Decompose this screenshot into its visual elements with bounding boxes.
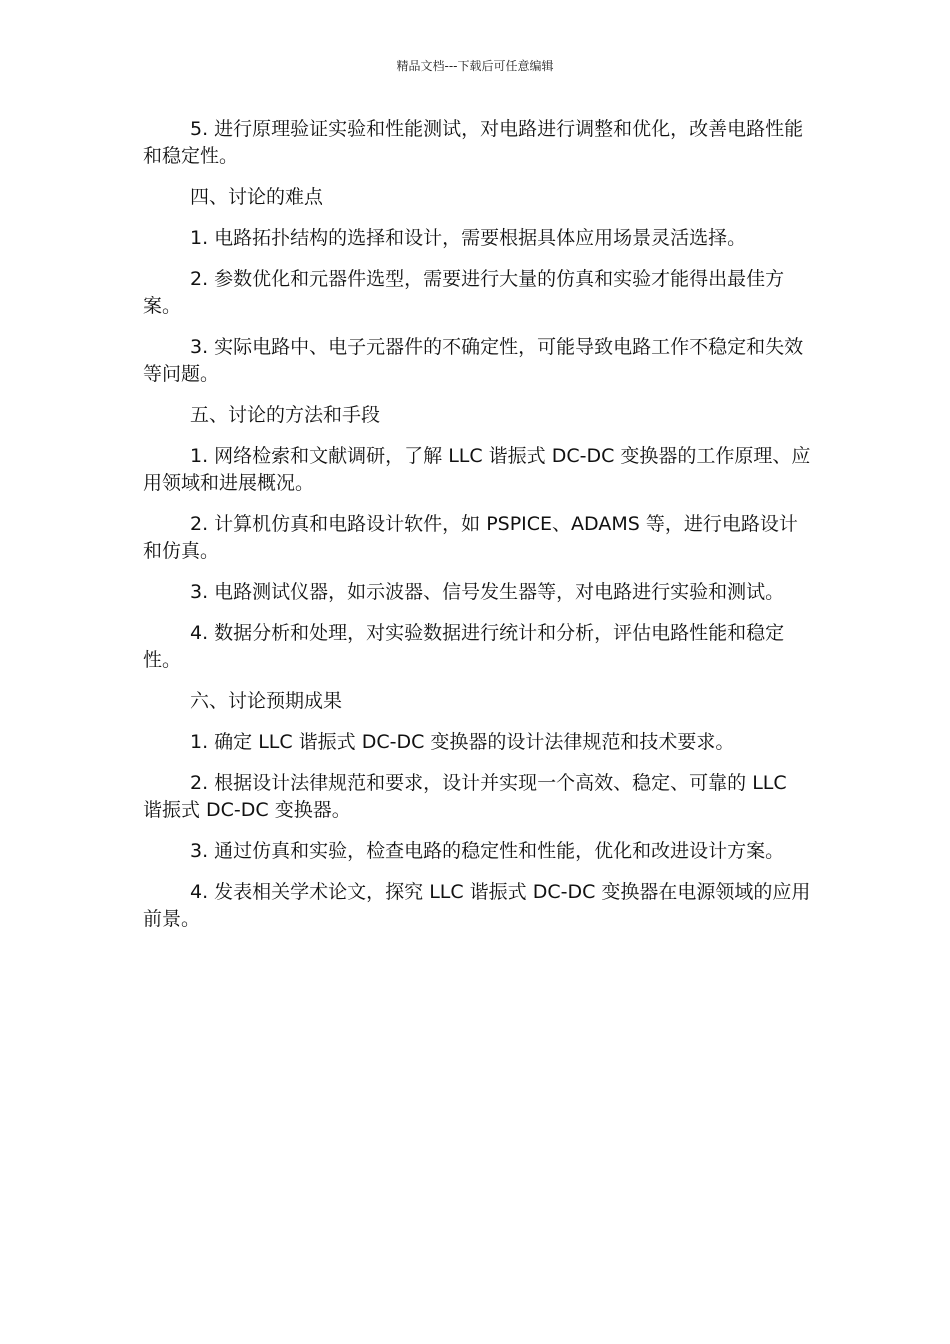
section-heading-difficulties: 四、讨论的难点 xyxy=(190,186,324,208)
paragraph-method-4: 4. 数据分析和处理，对实验数据进行统计和分析，评估电路性能和稳定性。 xyxy=(143,622,785,671)
paragraph-step-5: 5. 进行原理验证实验和性能测试，对电路进行调整和优化，改善电路性能和稳定性。 xyxy=(143,118,804,167)
paragraph-difficulty-3: 3. 实际电路中、电子元器件的不确定性，可能导致电路工作不稳定和失效等问题。 xyxy=(143,336,804,385)
paragraph-outcome-4: 4. 发表相关学术论文，探究 LLC 谐振式 DC-DC 变换器在电源领域的应用前景。 xyxy=(143,881,811,930)
paragraph-difficulty-1: 1. 电路拓扑结构的选择和设计，需要根据具体应用场景灵活选择。 xyxy=(190,227,747,249)
paragraph-outcome-3: 3. 通过仿真和实验，检查电路的稳定性和性能，优化和改进设计方案。 xyxy=(190,840,785,862)
paragraph-method-1: 1. 网络检索和文献调研，了解 LLC 谐振式 DC-DC 变换器的工作原理、应用领域和进展概况。 xyxy=(143,445,811,494)
document-body xyxy=(143,116,811,947)
paragraph-outcome-1: 1. 确定 LLC 谐振式 DC-DC 变换器的设计法律规范和技术要求。 xyxy=(190,731,735,753)
paragraph-method-2: 2. 计算机仿真和电路设计软件，如 PSPICE、ADAMS 等，进行电路设计和仿真。 xyxy=(143,513,798,562)
page-header: 精品文档---下载后可任意编辑 xyxy=(396,59,554,73)
paragraph-method-3: 3. 电路测试仪器，如示波器、信号发生器等，对电路进行实验和测试。 xyxy=(190,581,785,603)
paragraph-difficulty-2: 2. 参数优化和元器件选型，需要进行大量的仿真和实验才能得出最佳方案。 xyxy=(143,268,785,317)
section-heading-methods: 五、讨论的方法和手段 xyxy=(190,404,381,426)
paragraph-outcome-2: 2. 根据设计法律规范和要求，设计并实现一个高效、稳定、可靠的 LLC 谐振式 DC-DC 变换器。 xyxy=(143,772,787,821)
section-heading-outcomes: 六、讨论预期成果 xyxy=(190,690,343,712)
